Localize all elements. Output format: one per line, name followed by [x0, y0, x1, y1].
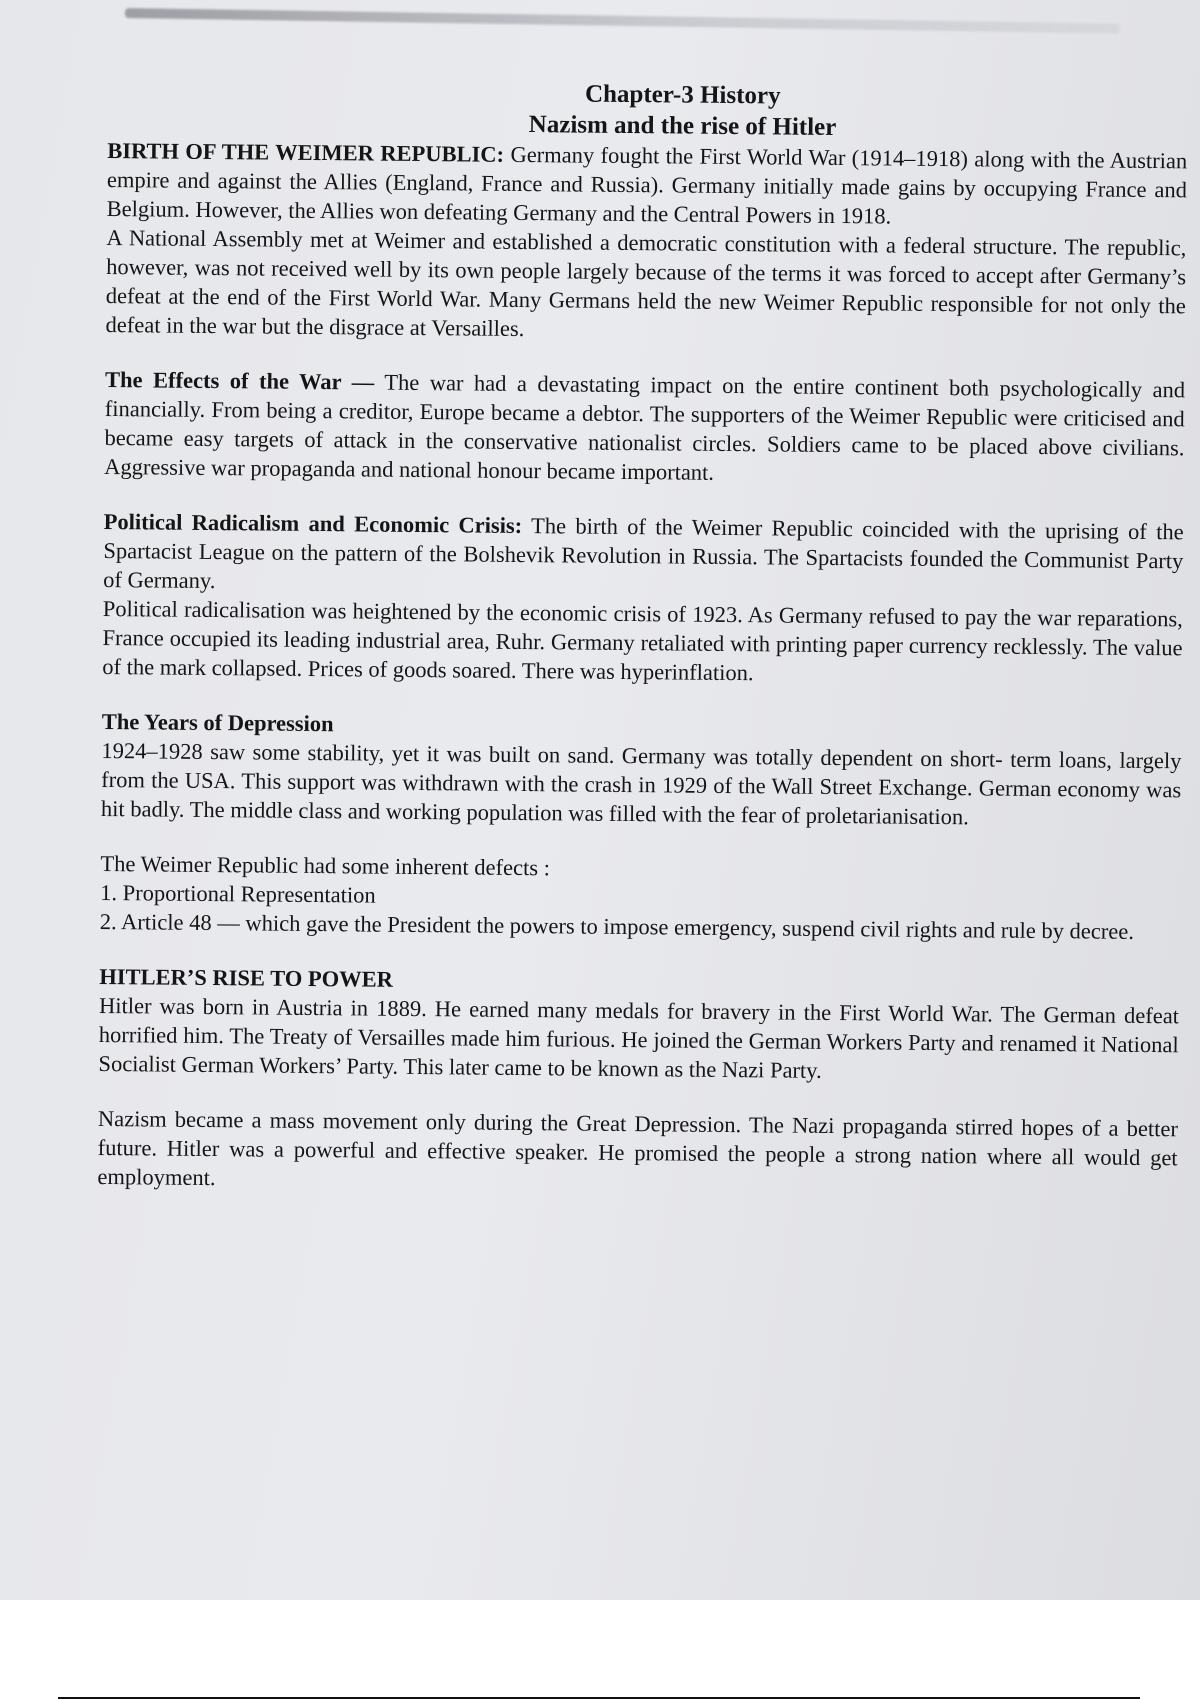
- hitler-paragraph-1: Hitler was born in Austria in 1889. He earned many medals for bravery in the First World War. The German defeat horrified him. The Treaty of Versailles made him furious. He joined the German Workers Party and renamed it National Socialist German Workers’ Party. This later came to be known as the Nazi Party.: [98, 992, 1180, 1083]
- weimer-heading: BIRTH OF THE WEIMER REPUBLIC:: [107, 137, 505, 167]
- effects-heading: The Effects of the War —: [104, 366, 375, 395]
- document-page: [97, 74, 1188, 1201]
- chapter-label: Chapter-3 History: [584, 80, 781, 110]
- radicalism-text-1: The birth of the Weimer Republic coincided with the uprising of the Spartacist League on the pattern of the Bolshevik Revolution in Russia. The Spartacists founded the Communist Party of Germany.: [103, 513, 1184, 594]
- bottom-rule: [58, 1697, 1140, 1699]
- radicalism-paragraph-1: [103, 507, 1184, 604]
- radicalism-paragraph-2: Political radicalisation was heightened by the economic crisis of 1923. As Germany refused to pay the war reparations, France occupied its leading industrial area, Ruhr. Germany retaliated with printing paper currency recklessly. The value of the mark collapsed. Prices of goods soared. There was hyperinflation.: [102, 595, 1183, 686]
- hitler-paragraph-2: Nazism became a mass movement only during the Great Depression. The Nazi propaganda stirred hopes of a better future. Hitler was a powerful and effective speaker. He promised the people a strong nation where all would get employment.: [97, 1105, 1179, 1191]
- radicalism-heading: Political Radicalism and Economic Crisis:: [103, 508, 523, 538]
- top-smudge: [125, 8, 1120, 34]
- document-title: Nazism and the rise of Hitler: [528, 111, 837, 141]
- defects-item-1: 1. Proportional Representation: [100, 879, 376, 908]
- effects-text: The war had a devastating impact on the entire continent both psychologically and financially. From being a creditor, Europe became a debtor. The supporters of the Weimer Republic were criticised and became easy targets of attack in the conservative nationalist circles. Soldiers came to be placed above civilians. Aggressive war propaganda and national honour became important.: [104, 369, 1186, 485]
- weimer-text-1: Germany fought the First World War (1914–1918) along with the Austrian empire and against the Allies (England, France and Russia). Germany initially made gains by occupying France and Belgium. However, the Allies won defeating Germany and the Central Powers in 1918.: [106, 141, 1188, 229]
- defects-intro: The Weimer Republic had some inherent defects :: [100, 850, 551, 881]
- depression-heading: The Years of Depression: [101, 708, 334, 737]
- weimer-paragraph-2: A National Assembly met at Weimer and established a democratic constitution with a federal structure. The republic, however, was not received well by its own people largely because of the terms it was forced to accept after Germany’s defeat at the end of the First World War. Many Germans held the new Weimer Republic responsible for not only the defeat in the war but the disgrace at Versailles.: [105, 224, 1187, 342]
- defects-item-2: 2. Article 48 — which gave the President the powers to impose emergency, suspend civil rights and rule by decree.: [99, 908, 1135, 944]
- effects-paragraph: [104, 365, 1185, 491]
- depression-paragraph: 1924–1928 saw some stability, yet it was built on sand. Germany was totally dependent on short- term loans, largely from the USA. This support was withdrawn with the crash in 1929 of the Wall Street Exchange. German economy was hit badly. The middle class and working population was filled with the fear of proletarianisation.: [100, 737, 1182, 830]
- hitler-heading: HITLER’S RISE TO POWER: [99, 963, 394, 992]
- weimer-paragraph-1: [107, 136, 1188, 233]
